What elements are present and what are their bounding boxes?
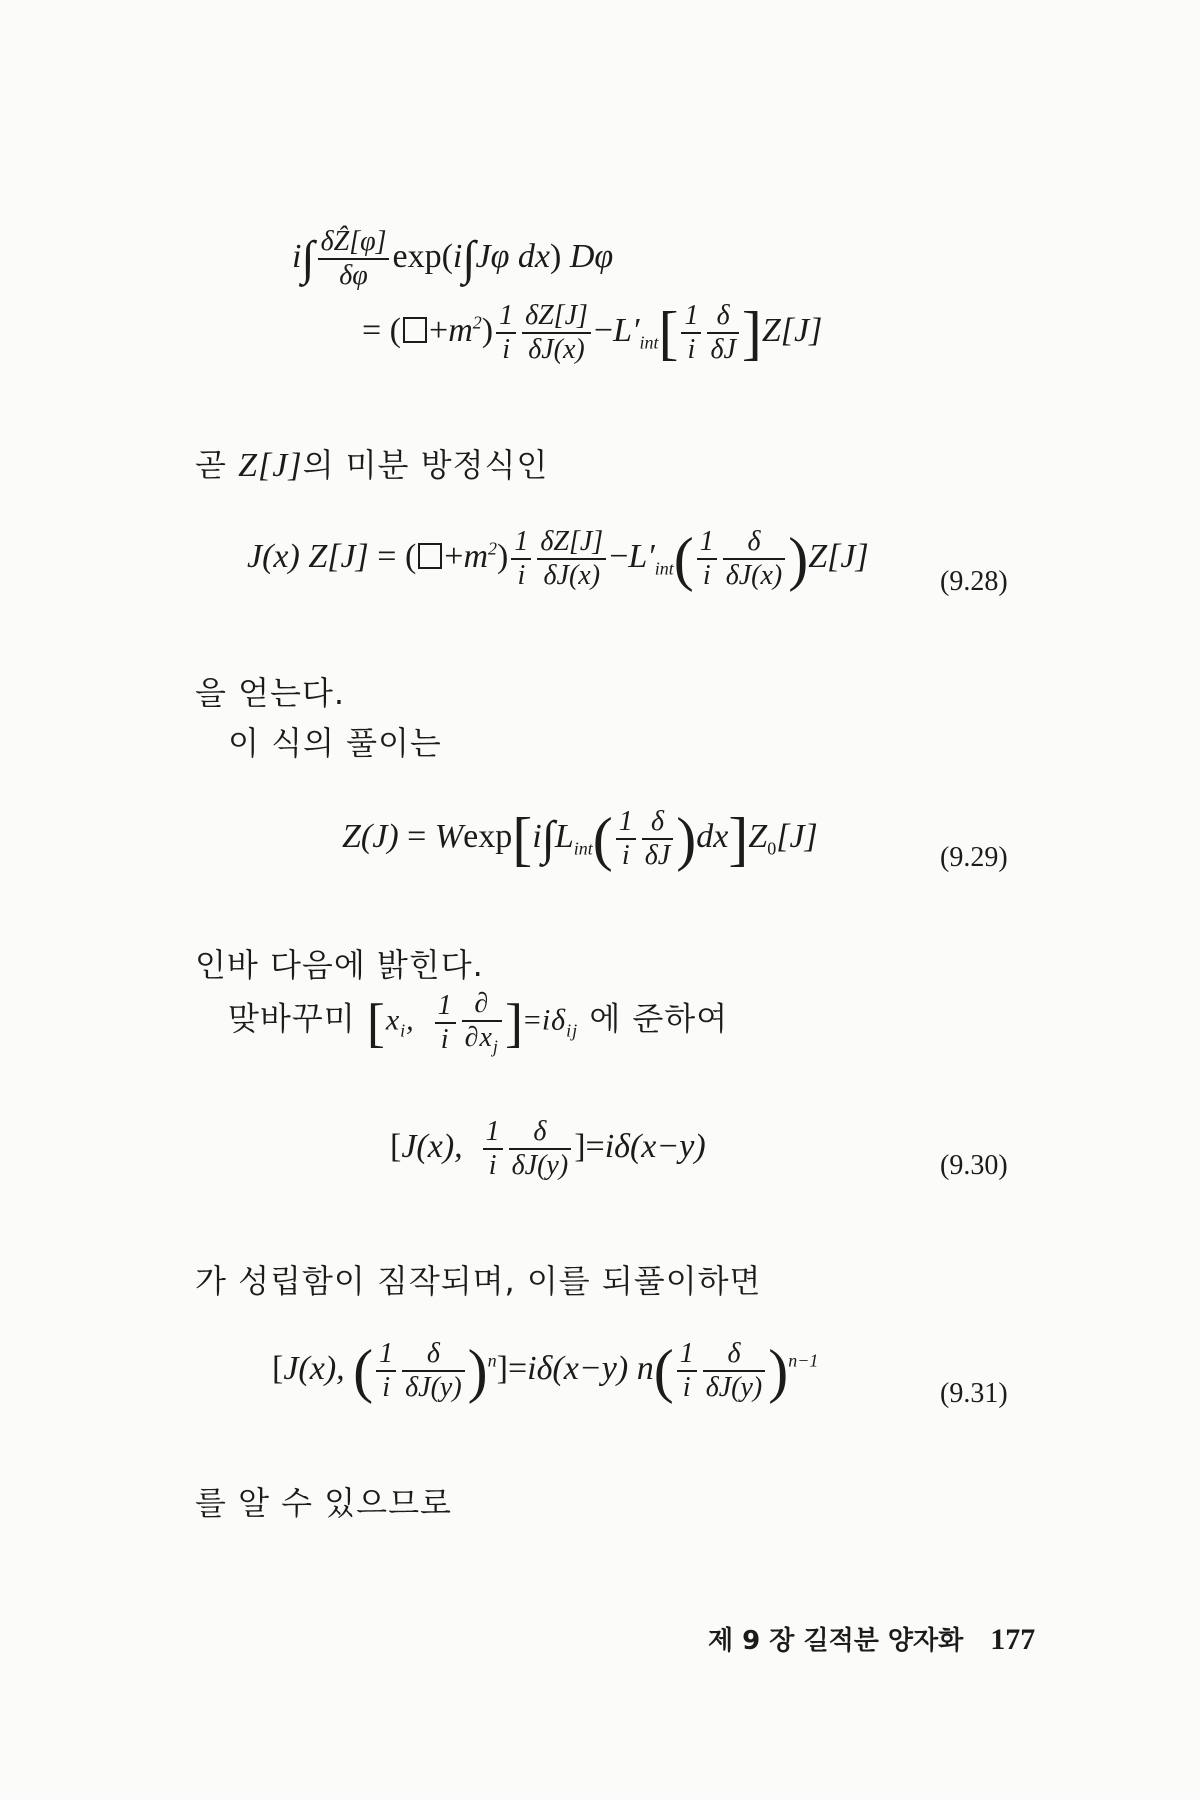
commutator-inline: [$x_i$, $\frac{1}{i}$ $\frac{\partial}{\partial x_j}$ ]$=i\delta_{ij}$ [366, 988, 579, 1057]
equation-line-1: i∫ $\frac{\text{δẐ[φ]}}{\delta\varphi}$ exp(i∫Jφ dx) Dφ [292, 226, 614, 291]
equation-9-31: [J(x), ( $\frac{1}{i}$ $\frac{\delta}{\delta J(y)}$ )$^n$]=iδ(x−y) n( $\frac{1}{i}$ $\frac{\delta}{\delta J(y)}$ )$^{n-1}$ [272, 1338, 819, 1404]
equation-number-9-31: (9.31) [940, 1378, 1008, 1409]
paragraph-1: 곧 Z[J]의 미분 방정식인 [195, 446, 549, 484]
equation-line-2: = ( $+m^2$) $\frac{1}{i}$ $\frac{\delta Z[J]}{\delta J(x)}$ $-L'_{int}$[ $\frac{1}{i}$ $\frac{\delta}{\delta J}$ ]Z[J] [362, 300, 823, 366]
paragraph-2: 을 얻는다. [195, 674, 345, 712]
paragraph-3: 이 식의 풀이는 [228, 724, 442, 762]
equation-number-9-30: (9.30) [940, 1150, 1008, 1181]
equation-number-9-29: (9.29) [940, 842, 1008, 873]
paragraph-5: 맞바꾸미 [$x_i$, $\frac{1}{i}$ $\frac{\partial}{\partial x_j}$ ]$=i\delta_{ij}$ 에 준하여 [228, 988, 729, 1057]
running-footer [708, 1620, 1035, 1657]
paragraph-7: 를 알 수 있으므로 [195, 1484, 452, 1522]
equation-9-28: J(x) Z[J] = ( $+m^2$) $\frac{1}{i}$ $\frac{\delta Z[J]}{\delta J(x)}$ $-L'_{int}$( $\frac{1}{i}$ $\frac{\delta}{\delta J(x)}$ )Z[J] [247, 526, 869, 592]
equation-9-30: [J(x), $\frac{1}{i}$ $\frac{\delta}{\delta J(y)}$ ]=iδ(x−y) [390, 1116, 706, 1181]
page-number: 177 [990, 1623, 1036, 1656]
equation-9-29: $Z(J) = Wexp[i\int L_{int}$( $\frac{1}{i}$ $\frac{\delta}{\delta J}$ )$dx]Z_0[J]$ [342, 806, 818, 872]
chapter-title: 제 9 장 길적분 양자화 [708, 1626, 964, 1656]
paragraph-4: 인바 다음에 밝힌다. [195, 946, 484, 984]
equation-number-9-28: (9.28) [940, 566, 1008, 597]
paragraph-6: 가 성립함이 짐작되며, 이를 되풀이하면 [195, 1262, 762, 1300]
